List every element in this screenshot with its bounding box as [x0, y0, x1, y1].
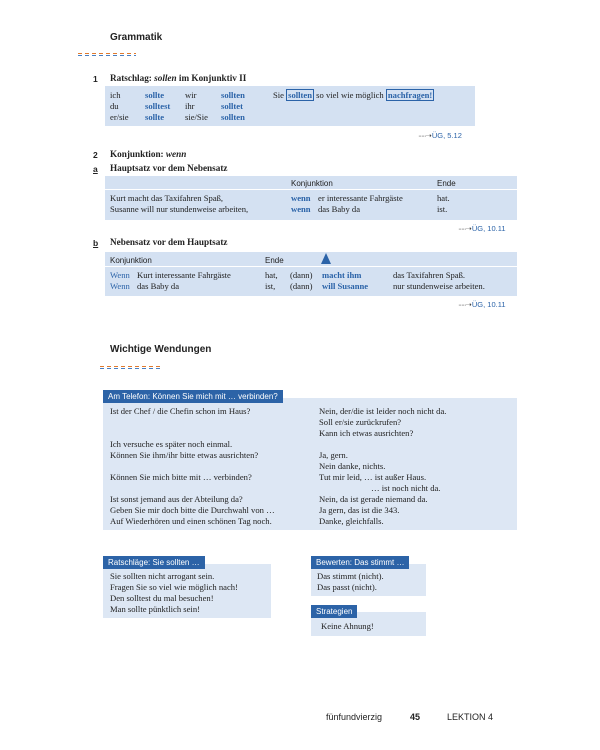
section-title [110, 73, 246, 83]
clause-end: hat, [265, 270, 278, 280]
example-verb-boxed: nachfragen! [387, 90, 433, 100]
conjunction: wenn [291, 204, 311, 214]
phrase-line: Den solltest du mal besuchen! [110, 593, 214, 603]
clause-end: hat. [437, 193, 450, 203]
verb-form: sollte [145, 90, 165, 100]
table-divider [105, 266, 517, 267]
phrase-line: Danke, gleichfalls. [319, 516, 384, 526]
strategien-phrases [321, 621, 374, 632]
clause-end: ist, [265, 281, 276, 291]
wendungen-heading: Wichtige Wendungen [110, 344, 212, 355]
phrase-line [110, 461, 275, 472]
dann-optional: (dann) [290, 281, 313, 291]
phrase-line: Fragen Sie so viel wie möglich nach! [110, 582, 238, 592]
telefon-phrases-left [110, 406, 275, 527]
phrase-line: Nein, da ist gerade niemand da. [319, 494, 428, 504]
section-title-text: Ratschlag: [110, 73, 155, 83]
conjunction: Wenn [110, 281, 130, 291]
phrase-line: Auf Wiederhören und einen schönen Tag noch. [110, 516, 272, 526]
pronoun: du [110, 101, 119, 111]
grammar-reference-label: ÜG, 5.12 [431, 131, 462, 140]
telefon-phrases-right [319, 406, 446, 527]
ratschlaege-phrases [110, 571, 238, 615]
subsection-letter: a [93, 164, 98, 174]
verb-position-triangle-icon [321, 253, 331, 264]
subsection-title: Nebensatz vor dem Hauptsatz [110, 237, 228, 247]
heading-divider [78, 53, 136, 55]
example-verb-boxed: sollten [288, 90, 313, 100]
phrase-line: Kann ich etwas ausrichten? [319, 428, 414, 438]
telefon-tag: Am Telefon: Können Sie mich mit … verbinden? [103, 390, 283, 403]
verb-form: solltet [221, 101, 243, 111]
sub-clause: das Baby da [137, 281, 180, 291]
verb-form: solltest [145, 101, 171, 111]
section-number: 2 [93, 150, 98, 160]
phrase-line: Tut mir leid, … ist außer Haus. [319, 472, 427, 482]
phrase-line: Ja gern, das ist die 343. [319, 505, 400, 515]
section-title-emphasis: wenn [165, 149, 187, 159]
phrase-line: Keine Ahnung! [321, 621, 374, 631]
table-divider [105, 189, 517, 190]
phrase-line [319, 439, 446, 450]
conjunction: Wenn [110, 270, 130, 280]
main-clause-rest: das Taxifahren Spaß. [393, 270, 466, 280]
bewerten-phrases [317, 571, 384, 593]
pronoun: sie/Sie [185, 112, 208, 122]
column-header-ende: Ende [265, 256, 284, 265]
main-verb: macht ihm [322, 270, 362, 280]
phrase-line: Ich versuche es später noch einmal. [110, 439, 233, 449]
subsection-letter: b [93, 238, 99, 248]
phrase-line: Ist der Chef / die Chefin schon im Haus? [110, 406, 251, 416]
conjunction: wenn [291, 193, 311, 203]
strategien-tag: Strategien [311, 605, 357, 618]
example-word: so viel wie möglich [316, 90, 384, 100]
phrase-line: Geben Sie mir doch bitte die Durchwahl von … [110, 505, 275, 515]
arrow-icon: ·····➝ [458, 224, 472, 233]
pronoun: er/sie [110, 112, 129, 122]
phrase-line [110, 483, 275, 494]
phrase-line: Man sollte pünktlich sein! [110, 604, 200, 614]
lektion-label: LEKTION 4 [447, 712, 494, 722]
page-number-word: fünfundvierzig [326, 712, 383, 722]
sentence-row [110, 193, 510, 215]
section-title-emphasis: sollen [154, 73, 177, 83]
grammar-reference[interactable] [458, 224, 506, 233]
phrase-line: Können Sie mich bitte mit … verbinden? [110, 472, 252, 482]
verb-form: sollte [145, 112, 165, 122]
grammar-reference-label: ÜG, 10.11 [471, 300, 506, 309]
grammar-reference[interactable] [458, 300, 506, 309]
phrase-line: Können Sie ihm/ihr bitte etwas ausrichten? [110, 450, 259, 460]
subsection-title: Hauptsatz vor dem Nebensatz [110, 163, 228, 173]
clause-end: ist. [437, 204, 448, 214]
phrase-line: Ja, gern. [319, 450, 348, 460]
phrase-line: Nein danke, nichts. [319, 461, 386, 471]
main-clause-rest: nur stundenweise arbeiten. [393, 281, 485, 291]
verb-form: sollten [221, 90, 245, 100]
phrase-line [110, 417, 275, 428]
sub-clause: er interessante Fahrgäste [318, 193, 403, 203]
example-word: Sie [273, 90, 284, 100]
phrase-line: Sie sollten nicht arrogant sein. [110, 571, 215, 581]
sub-clause: Kurt interessante Fahrgäste [137, 270, 231, 280]
section-title-text: Konjunktion: [110, 149, 166, 159]
main-clause: Susanne will nur stundenweise arbeiten, [110, 204, 249, 214]
page-number: 45 [410, 712, 421, 722]
section-title [110, 149, 186, 159]
verb-form: sollten [221, 112, 245, 122]
grammar-reference-label: ÜG, 10.11 [471, 224, 506, 233]
phrase-line: Nein, der/die ist leider noch nicht da. [319, 406, 447, 416]
arrow-icon: ·····➝ [458, 300, 472, 309]
phrase-line: Das passt (nicht). [317, 582, 377, 592]
pronoun: ihr [185, 101, 195, 111]
phrase-line: … ist noch nicht da. [371, 483, 441, 493]
dann-optional: (dann) [290, 270, 313, 280]
section-title-text: im Konjunktiv II [176, 73, 247, 83]
column-header-konjunktion: Konjunktion [110, 256, 152, 265]
column-header-ende: Ende [437, 179, 456, 188]
sentence-row [110, 270, 515, 292]
heading-divider [100, 366, 162, 368]
ratschlaege-tag: Ratschläge: Sie sollten … [103, 556, 205, 569]
main-verb: will Susanne [322, 281, 369, 291]
phrase-line: Das stimmt (nicht). [317, 571, 384, 581]
pronoun: ich [110, 90, 121, 100]
example-sentence [273, 90, 434, 101]
grammar-reference[interactable] [418, 131, 462, 140]
grammatik-heading: Grammatik [110, 32, 163, 43]
main-clause: Kurt macht das Taxifahren Spaß, [110, 193, 224, 203]
pronoun: wir [185, 90, 197, 100]
phrase-line: Soll er/sie zurückrufen? [319, 417, 402, 427]
phrase-line [110, 428, 275, 439]
arrow-icon: ·····➝ [418, 131, 432, 140]
phrase-line: Ist sonst jemand aus der Abteilung da? [110, 494, 243, 504]
sub-clause: das Baby da [318, 204, 361, 214]
bewerten-tag: Bewerten: Das stimmt … [311, 556, 409, 569]
column-header-konjunktion: Konjunktion [291, 179, 333, 188]
section-number: 1 [93, 74, 98, 84]
